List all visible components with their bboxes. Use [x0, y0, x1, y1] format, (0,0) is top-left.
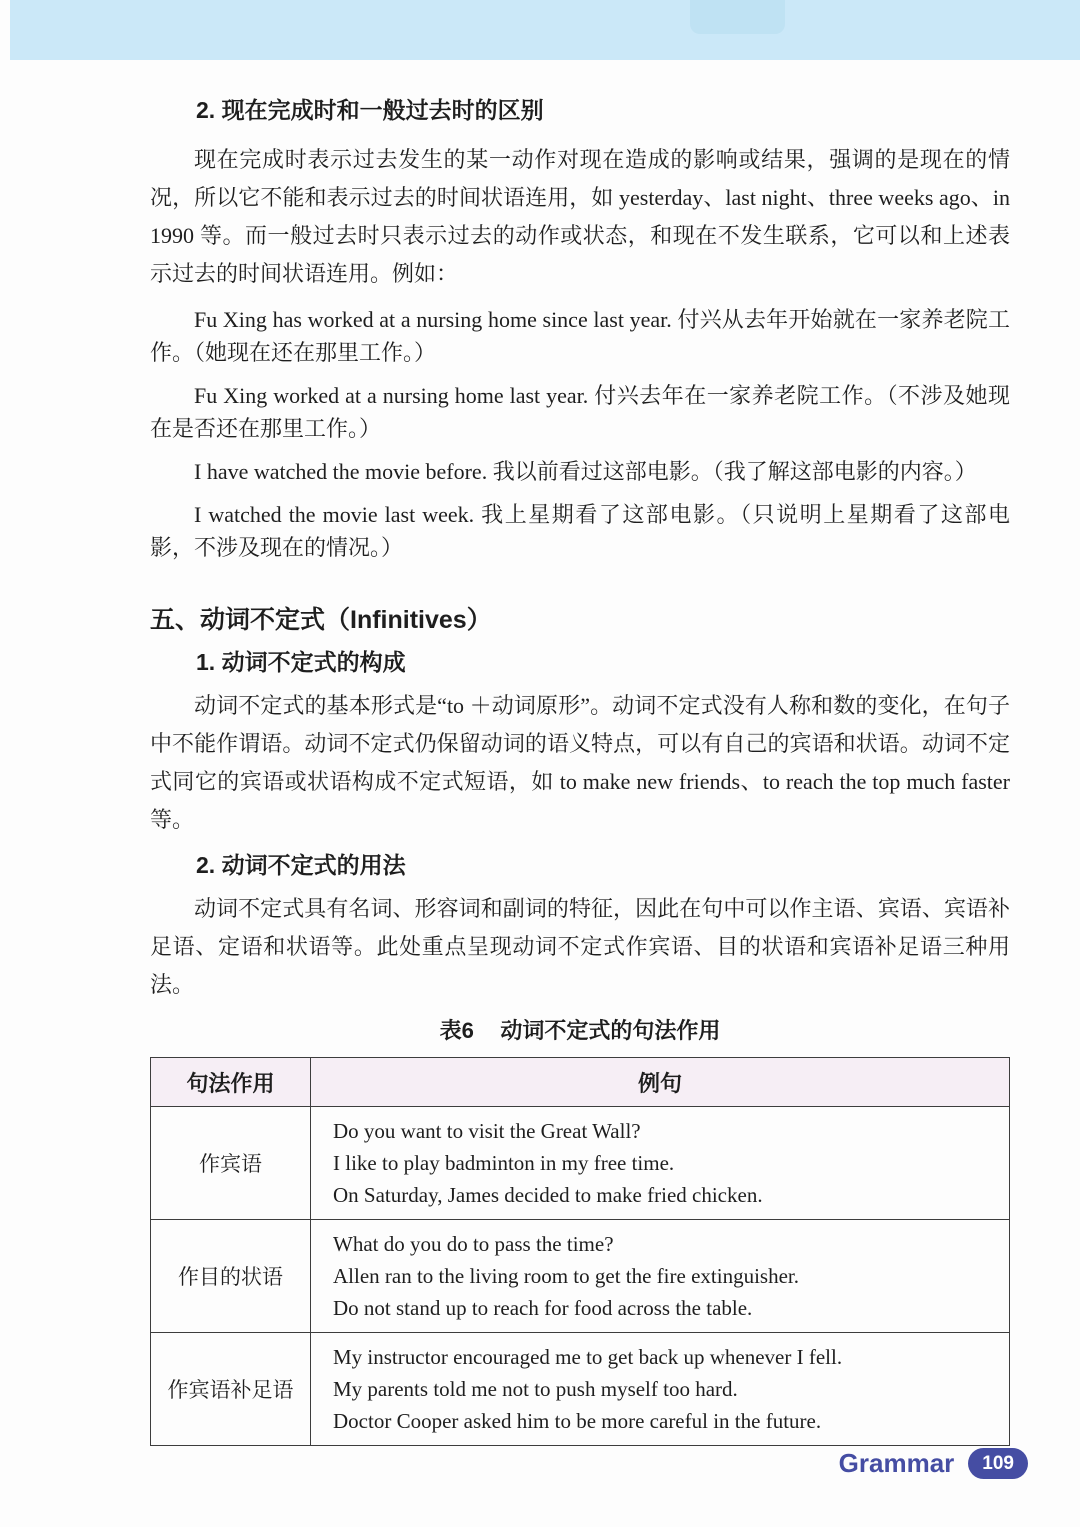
- band-smudge: [690, 0, 785, 34]
- table-header-row: [151, 1058, 1010, 1107]
- page-content: [150, 92, 1010, 1446]
- page-number-badge: 109: [968, 1448, 1028, 1479]
- table-title: [150, 1014, 1010, 1045]
- section-5-sub1-heading: 1. 动词不定式的构成: [196, 649, 406, 675]
- example-line: I like to play badminton in my free time.: [333, 1151, 675, 1175]
- examples-cell: [311, 1220, 1010, 1333]
- examples-cell: [311, 1333, 1010, 1446]
- role-cell: 作宾语: [151, 1107, 311, 1220]
- infinitive-usage-table: [150, 1057, 1010, 1446]
- section-5-sub2-paragraph: 动词不定式具有名词、形容词和副词的特征，因此在句中可以作主语、宾语、宾语补足语、定语和状语等。此处重点呈现动词不定式作宾语、目的状语和宾语补足语三种用法。: [150, 896, 1010, 997]
- example-line: What do you do to pass the time?: [333, 1232, 614, 1256]
- table-row: [151, 1333, 1010, 1446]
- table-row: [151, 1107, 1010, 1220]
- section-5-sub2-heading: 2. 动词不定式的用法: [196, 852, 406, 878]
- table-row: [151, 1220, 1010, 1333]
- example-line: On Saturday, James decided to make fried chicken.: [333, 1183, 763, 1207]
- examples-cell: [311, 1107, 1010, 1220]
- table-title-text: 动词不定式的句法作用: [500, 1018, 721, 1043]
- example-line: Allen ran to the living room to get the fire extinguisher.: [333, 1264, 799, 1288]
- example-sentence: Fu Xing worked at a nursing home last year. 付兴去年在一家养老院工作。（不涉及她现在是否还在那里工作。）: [150, 383, 1010, 441]
- footer-section-label: Grammar: [838, 1448, 955, 1478]
- table-header-examples: 例句: [311, 1058, 1010, 1107]
- page-header-band: [10, 0, 1080, 60]
- example-line: Do not stand up to reach for food across the table.: [333, 1296, 753, 1320]
- page-footer: [839, 1448, 1028, 1479]
- example-sentence: I watched the movie last week. 我上星期看了这部电影。（只说明上星期看了这部电影，不涉及现在的情况。）: [150, 502, 1010, 560]
- table-number: 表6: [439, 1018, 474, 1043]
- table-header-role: 句法作用: [151, 1058, 311, 1107]
- section-5-sub1-paragraph: 动词不定式的基本形式是“to ＋动词原形”。动词不定式没有人称和数的变化，在句子中不能作谓语。动词不定式仍保留动词的语义特点，可以有自己的宾语和状语。动词不定式同它的宾语或状语构成不定式短语，如 to make new friends、to reach the top much faster 等。: [150, 693, 1010, 832]
- section-2-paragraph: 现在完成时表示过去发生的某一动作对现在造成的影响或结果，强调的是现在的情况，所以它不能和表示过去的时间状语连用，如 yesterday、last night、three weeks ago、in 1990 等。而一般过去时只表示过去的动作或状态，和现在不发生联系，它可以和上述表示过去的时间状语连用。例如：: [150, 147, 1010, 286]
- example-line: My instructor encouraged me to get back up whenever I fell.: [333, 1345, 843, 1369]
- role-cell: 作宾语补足语: [151, 1333, 311, 1446]
- section-5-heading: 五、动词不定式（Infinitives）: [150, 606, 492, 634]
- example-line: Doctor Cooper asked him to be more careful in the future.: [333, 1409, 822, 1433]
- example-sentence: I have watched the movie before. 我以前看过这部电影。（我了解这部电影的内容。）: [194, 459, 977, 484]
- example-line: My parents told me not to push myself too hard.: [333, 1377, 738, 1401]
- example-sentence: Fu Xing has worked at a nursing home since last year. 付兴从去年开始就在一家养老院工作。（她现在还在那里工作。）: [150, 307, 1010, 365]
- section-2-heading: 2. 现在完成时和一般过去时的区别: [196, 97, 544, 123]
- example-line: Do you want to visit the Great Wall?: [333, 1119, 641, 1143]
- role-cell: 作目的状语: [151, 1220, 311, 1333]
